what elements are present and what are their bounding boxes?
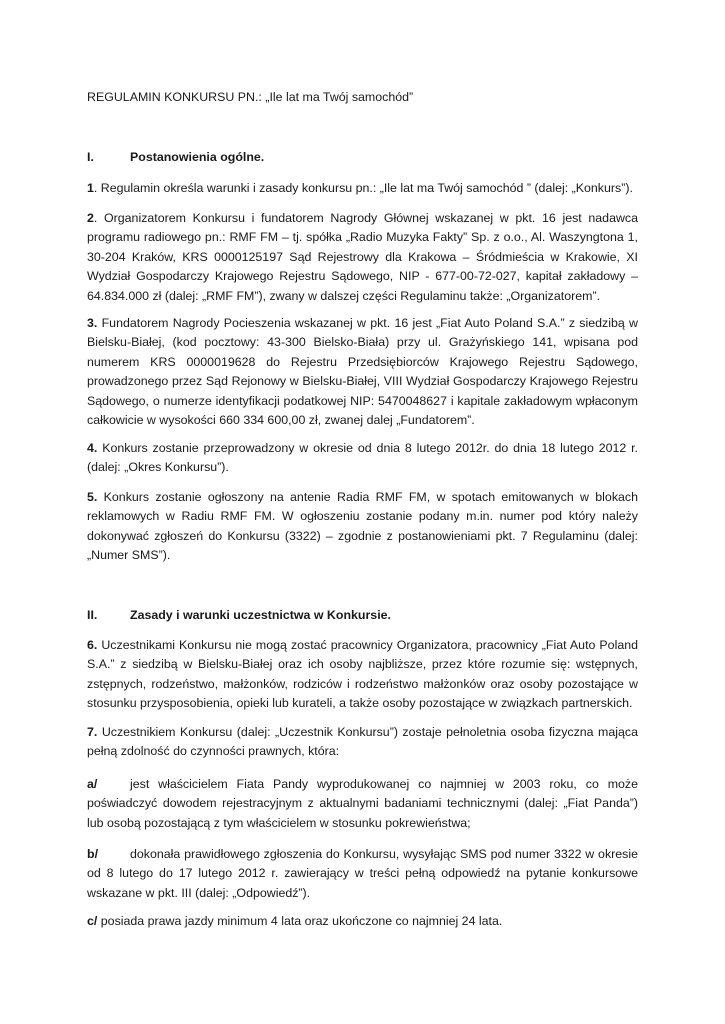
paragraph-number: 5. <box>87 490 98 504</box>
paragraph-7b <box>87 845 638 903</box>
item-letter: b/ <box>87 847 99 861</box>
section-title: Postanowienia ogólne. <box>130 150 265 164</box>
item-text: dokonała prawidłowego zgłoszenia do Konkursu, wysyłając SMS pod numer 3322 w okresie od 8 lutego do 17 lutego 2012 r. zawierający w treści pełną odpowiedź na pytanie konkursowe wskazane w pkt. III (dalej: „Odpowiedź”). <box>87 847 638 900</box>
paragraph-number: 2 <box>87 211 94 225</box>
paragraph-2 <box>87 209 638 306</box>
item-text: jest właścicielem Fiata Pandy wyprodukowanej co najmniej w 2003 roku, co może poświadczyć dowodem rejestracyjnym z aktualnymi badaniami technicznymi (dalej: „Fiat Panda”) lub osobą pozostającą z tym właścicielem w stosunku pokrewieństwa; <box>87 777 638 830</box>
paragraph-6 <box>87 636 638 714</box>
paragraph-text: . Organizatorem Konkursu i fundatorem Nagrody Głównej wskazanej w pkt. 16 jest nadawca programu radiowego pn.: RMF FM – tj. spółka „Radio Muzyka Fakty” Sp. z o.o., Al. Waszyngtona 1, 30-204 Kraków, KRS 0000125197 Sąd Rejestrowy dla Krakowa – Śródmieścia w Krakowie, XI Wydział Gospodarczy Krajowego Rejestru Sądowego, NIP - 677-00-72-027, kapitał zakładowy – 64.834.000 zł (dalej: „RMF FM”), zwany w dalszej części Regulaminu także: „Organizatorem”. <box>87 211 638 303</box>
item-text: posiada prawa jazdy minimum 4 lata oraz ukończone co najmniej 24 lata. <box>97 914 503 928</box>
section-heading-participation <box>87 606 391 625</box>
paragraph-text: . Regulamin określa warunki i zasady konkursu pn.: „Ile lat ma Twój samochód ” (dalej: „Konkurs”). <box>93 181 633 195</box>
paragraph-4 <box>87 439 638 478</box>
paragraph-number: 3. <box>87 316 98 330</box>
paragraph-text: Konkurs zostanie przeprowadzony w okresie od dnia 8 lutego 2012r. do dnia 18 lutego 2012 r. (dalej: „Okres Konkursu”). <box>87 441 638 475</box>
paragraph-number: 4. <box>87 441 98 455</box>
paragraph-number: 6. <box>87 638 98 652</box>
paragraph-text: Konkurs zostanie ogłoszony na antenie Radia RMF FM, w spotach emitowanych w blokach reklamowych w Radiu RMF FM. W ogłoszeniu zostanie podany m.in. numer pod który należy dokonywać zgłoszeń do Konkursu (3322) – zgodnie z postanowieniami pkt. 7 Regulaminu (dalej: „Numer SMS”). <box>87 490 638 563</box>
paragraph-5 <box>87 488 638 566</box>
paragraph-1 <box>87 179 638 198</box>
paragraph-text: Uczestnikiem Konkursu (dalej: „Uczestnik Konkursu”) zostaje pełnoletnia osoba fizyczna mająca pełną zdolność do czynności prawnych, która: <box>87 725 638 759</box>
item-letter: c/ <box>87 914 98 928</box>
paragraph-text: Uczestnikami Konkursu nie mogą zostać pracownicy Organizatora, pracownicy „Fiat Auto Poland S.A.” z siedzibą w Bielsku-Białej oraz ich osoby najbliższe, przez które rozumie się: wstępnych, zstępnych, rodzeństwo, małżonków, rodziców i rodzeństwo małżonków oraz osoby pozostające w stosunku przysposobienia, opieki lub kurateli, a także osoby pozostające w związkach partnerskich. <box>87 638 638 711</box>
paragraph-7c <box>87 912 638 931</box>
document-title: REGULAMIN KONKURSU PN.: „Ile lat ma Twój samochód” <box>87 90 414 104</box>
paragraph-text: Fundatorem Nagrody Pocieszenia wskazanej w pkt. 16 jest „Fiat Auto Poland S.A.” z siedzibą w Bielsku-Białej, (kod pocztowy: 43-300 Bielsko-Biała) przy ul. Grażyńskiego 141, wpisana pod numerem KRS 0000019628 do Rejestru Przedsiębiorców Krajowego Rejestru Sądowego, prowadzonego przez Sąd Rejonowy w Bielsku-Białej, VIII Wydział Gospodarczy Krajowego Rejestru Sądowego, o numerze identyfikacji podatkowej NIP: 5470048627 i kapitale zakładowym wpłaconym całkowicie w wysokości 660 334 600,00 zł, zwanej dalej „Fundatorem”. <box>87 316 638 428</box>
item-letter: a/ <box>87 777 98 791</box>
paragraph-number: 7. <box>87 725 98 739</box>
section-number: II. <box>87 608 98 622</box>
paragraph-3 <box>87 314 638 430</box>
section-number: I. <box>87 150 94 164</box>
section-title: Zasady i warunki uczestnictwa w Konkursie. <box>130 608 391 622</box>
paragraph-7a <box>87 775 638 833</box>
paragraph-7 <box>87 723 638 762</box>
section-heading-general <box>87 148 264 167</box>
paragraph-number: 1 <box>87 181 94 195</box>
